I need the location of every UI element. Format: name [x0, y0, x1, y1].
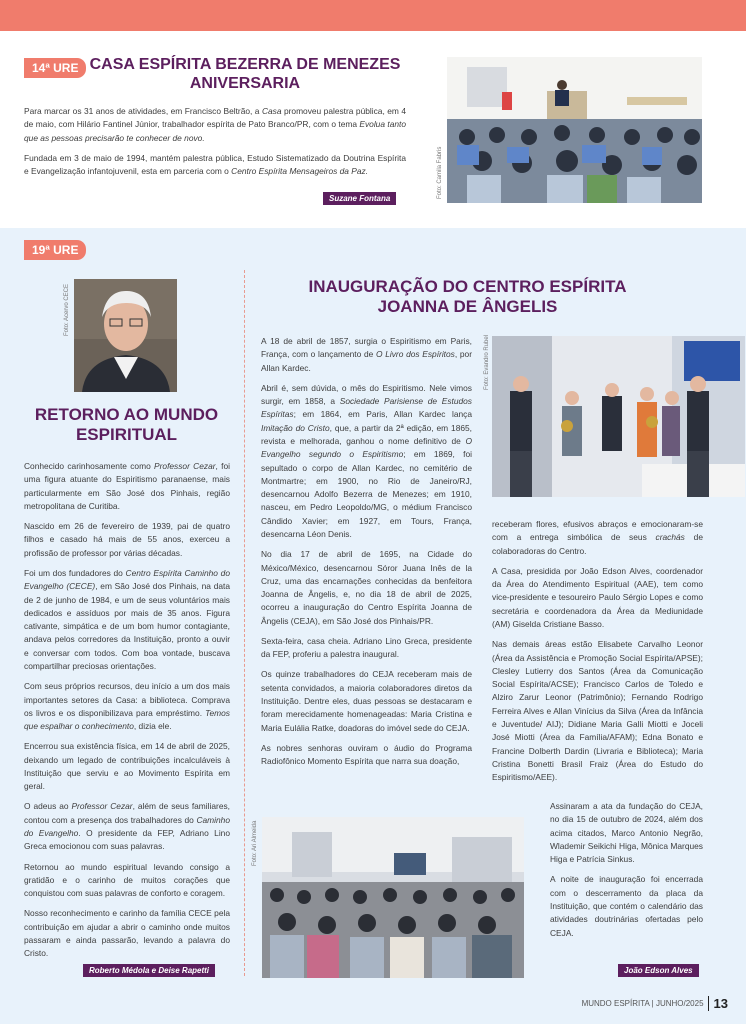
photo-credit: Foto: Evandro Rubel [484, 334, 490, 390]
photo-credit: Foto: Ari Almeida [252, 820, 258, 866]
title-line-1: CASA ESPÍRITA BEZERRA DE MENEZES [89, 56, 401, 73]
paragraph: Sexta-feira, casa cheia. Adriano Lino Greca, presidente da FEP, proferiu a palestra inaugural. [261, 635, 472, 660]
paragraph: receberam flores, efusivos abraços e emocionaram-se com a entrega simbólica de seus crachás de colaboradoras do Centro. [492, 519, 703, 556]
article-body [24, 460, 230, 968]
author-badge: Roberto Médola e Deise Rapetti [83, 964, 215, 977]
paragraph: Assinaram a ata da fundação do CEJA, no dia 15 de outubro de 2024, além dos acima citados, Marco Antonio Negrão, Wlademir Seikichi Higa, Mônica Marques Higa e Patrícia Sinkus. [550, 801, 703, 865]
professor-cezar-portrait [74, 279, 177, 392]
author-badge: Suzane Fontana [323, 192, 396, 205]
ure-tag-19: 19ª URE [24, 240, 86, 260]
title-line-1: INAUGURAÇÃO DO CENTRO ESPÍRITA [308, 277, 627, 296]
lecture-audience-photo [447, 57, 702, 203]
paragraph: A Casa, presidida por João Edson Alves, coordenador da Área do Atendimento Espiritual (AAE), tem como vice-presidente e tesoureiro Paulo Sérgio Lopes e como secretária e coordenadora da Área da Mediunidade (AM) Giselda Cristiane Basso. [492, 565, 703, 629]
paragraph: Abril é, sem dúvida, o mês do Espiritismo. Nele vimos surgir, em 1858, a Sociedade Parisiense de Estudos Espíritas; em 1864, em Paris, Allan Kardec lança Imitação do Cristo, que, a partir da 2ª edição, em 1865, revista e melhorada, ganhou o nome definitivo de O Evangelho segundo o Espiritismo; em 1869, foi sepultado o corpo de Allan Kardec, no cemitério de Montmartre; em 1900, no Rio de Janeiro/RJ, desencarnou Adolfo Bezerra de Menezes; em 1910, nasceu, em Pedro Leopoldo/MG, o médium Francisco Cândido Xavier; em 1927, em Tours, França, desencarna Léon Denis. [261, 382, 472, 539]
article-body-col2 [492, 518, 703, 791]
paragraph: Retornou ao mundo espiritual levando consigo a gratidão e o carinho de muitos corações que conquistou com suas palavras de conforto e coragem. [24, 861, 230, 899]
article-body [24, 105, 406, 185]
title-line-2: ANIVERSARIA [189, 74, 301, 92]
paragraph: Com seus próprios recursos, deu início a um dos mais importantes setores da Casa: a biblioteca. Comprava os livros e os disponibilizava para empréstimo. Temos que espalhar o conhecimento, dizia ele. [24, 681, 230, 732]
page-number: 13 [708, 996, 728, 1011]
article-title [20, 405, 233, 445]
article-body-col1 [261, 335, 472, 775]
title-line-2: JOANNA DE ÂNGELIS [377, 297, 558, 317]
paragraph: Os quinze trabalhadores do CEJA receberam mais de setenta convidados, a maioria colaboradores diretos da Instituição. Dentre eles, duas pessoas se destacaram e foram merecidamente homenageadas: Maria Cristina e Maria Eulália Ratke, doadoras do imóvel sede do CEJA. [261, 669, 472, 733]
paragraph: O adeus ao Professor Cezar, além de seus familiares, contou com a presença dos trabalhadores do Caminho do Evangelho. O presidente da FEP, Adriano Lino Greca emocionou com suas palavras. [24, 801, 230, 852]
page-footer [582, 996, 728, 1011]
magazine-name: MUNDO ESPÍRITA | JUNHO/2025 [581, 999, 704, 1008]
article-title [285, 277, 650, 317]
homage-ceremony-photo [492, 336, 745, 497]
title-line-1: RETORNO AO MUNDO [34, 405, 219, 424]
article-body-col2b [550, 800, 703, 947]
paragraph: Para marcar os 31 anos de atividades, em Francisco Beltrão, a Casa promoveu palestra pública, em 4 de maio, com Hilário Fantinel Júnior, trabalhador espírita de Pato Branco/PR, com o tema Evolua tanto que as pessoas precisarão te conhecer de novo. [24, 106, 407, 143]
paragraph: Conhecido carinhosamente como Professor Cezar, foi uma figura atuante do Espiritismo paranaense, mais particularmente em São José dos Pinhais, região metropolitana de Curitiba. [24, 461, 230, 511]
paragraph: Encerrou sua existência física, em 14 de abril de 2025, deixando um legado de contribuições incalculáveis à Instituição que serviu e ao Movimento Espírita em geral. [24, 741, 230, 792]
column-divider [244, 270, 245, 976]
title-line-2: ESPIRITUAL [75, 425, 178, 445]
paragraph: Nas demais áreas estão Elisabete Carvalho Leonor (Área da Assistência e Promoção Social Espírita/APSE); Clesley Lutierry dos Santos (Área da Comunicação Social Espírita/ACSE); Francisco Carlos de Toledo e Alziro Zarur Leonor (Patrimônio); Fernando Rodrigo Ferreira Alves e Allan Vinícius da Silva (Área da Infância e Juventude/ AIJ); Didiane Maria Galli Miotti e Joceli José Miotti (Área da Família/AFAM); Edna Bonato e Francine Dolberth Dardin (Livraria e Biblioteca); Maria Cristina Bonetti Brasil Fraiz (Área do Estudo do Espiritismo/AEE). [492, 639, 703, 783]
photo-credit: Foto: Camila Fabris [437, 146, 443, 199]
paragraph: No dia 17 de abril de 1695, na Cidade do México/México, desencarnou Sóror Juana Inês de la Cruz, uma das encarnações conhecidas da benfeitora Joanna de Ângelis, e, no dia 18 de abril de 2025, ocorreu a inauguração do Centro Espírita Joanna de Ângelis (CEJA), em São José dos Pinhais/PR. [261, 549, 472, 626]
paragraph: As nobres senhoras ouviram o áudio do Programa Radiofônico Momento Espírita que narra sua doação, [261, 742, 472, 767]
article-title [80, 56, 410, 94]
paragraph: Nosso reconhecimento e carinho da família CECE pela contribuição em ajudar a abrir o caminho onde muitos passaram e ainda passarão, levando a palavra do Cristo. [24, 908, 230, 959]
inauguration-audience-photo [262, 817, 524, 978]
paragraph: Foi um dos fundadores do Centro Espírita Caminho do Evangelho (CECE), em São José dos Pinhais, na data de 2 de junho de 1984, e um de seus voluntários mais dedicados e assíduos por mais de 35 anos. Figura cativante, simpática e de um bom humor contagiante, andava pelos corredores da Instituição, pronto a ouvir e conversar com todos. Com boa vontade, buscava compartilhar preciosas orientações. [24, 567, 230, 671]
ure-tag-14: 14ª URE [24, 58, 86, 78]
paragraph: A 18 de abril de 1857, surgia o Espiritismo em Paris, França, com o lançamento de O Livro dos Espíritos, por Allan Kardec. [261, 336, 472, 373]
paragraph: Fundada em 3 de maio de 1994, mantém palestra pública, Estudo Sistematizado da Doutrina Espírita e Evangelização infantojuvenil, esta em parceria com o Centro Espírita Mensageiros da Paz. [24, 152, 406, 177]
paragraph: A noite de inauguração foi encerrada com o descerramento da placa da Instituição, que contém o calendário das atividades doutrinárias ofertadas pelo CEJA. [550, 874, 703, 938]
article-casa-bezerra [0, 31, 746, 228]
paragraph: Nascido em 26 de fevereiro de 1939, pai de quatro filhos e casado há mais de 55 anos, exerceu a profissão de professor por várias décadas. [24, 521, 230, 558]
photo-credit: Foto: Acervo CECE [64, 283, 70, 336]
top-color-bar [0, 0, 746, 31]
author-badge: João Edson Alves [618, 964, 699, 977]
